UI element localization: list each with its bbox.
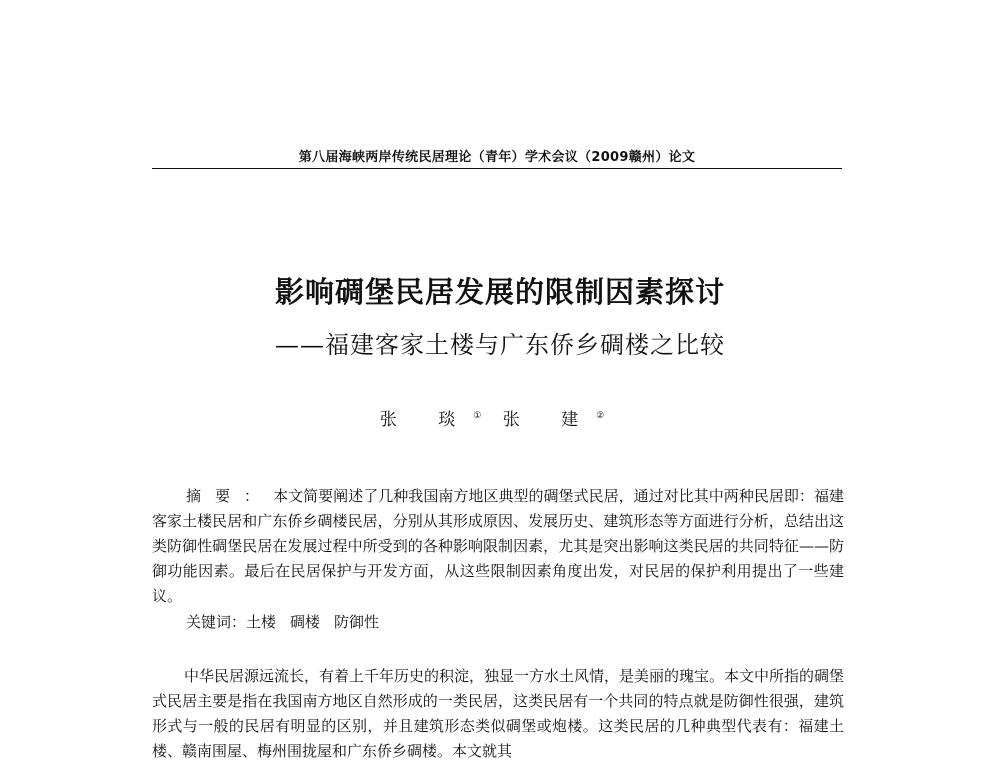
keyword: 土楼 (246, 613, 277, 631)
author-list (100, 405, 900, 430)
keywords (186, 610, 836, 635)
keyword: 防御性 (334, 613, 380, 631)
abstract-label: 摘要： (186, 487, 274, 505)
running-header: 第八届海峡两岸传统民居理论（青年）学术会议（2009赣州）论文 (298, 150, 696, 165)
paper-subtitle: ——福建客家土楼与广东侨乡碉楼之比较 (275, 331, 725, 359)
body-paragraph: 中华民居源远流长，有着上千年历史的积淀，独显一方水土风情，是美丽的瑰宝。本文中所指的碉堡式民居主要是指在我国南方地区自然形成的一类民居，这类民居有一个共同的特点就是防御性很强，建筑形式与一般的民居有明显的区别，并且建筑形态类似碉堡或炮楼。这类民居的几种典型代表有：福建土楼、赣南围屋、梅州围拢屋和广东侨乡碉楼。本文就其 (152, 667, 845, 760)
author-name-1: 张 琰 (379, 410, 474, 430)
keyword: 碉楼 (290, 613, 321, 631)
body-text (152, 664, 844, 764)
author-mark-2: ② (596, 411, 605, 422)
author-name-2: 张 建 (502, 410, 597, 430)
author-mark-1: ① (473, 411, 482, 422)
abstract (152, 484, 844, 609)
paper-title: 影响碉堡民居发展的限制因素探讨 (274, 275, 725, 309)
abstract-text: 本文简要阐述了几种我国南方地区典型的碉堡式民居，通过对比其中两种民居即：福建客家土楼民居和广东侨乡碉楼民居，分别从其形成原因、发展历史、建筑形态等方面进行分析，总结出这类防御性碉堡民居在发展过程中所受到的各种影响限制因素，尤其是突出影响这类民居的共同特征——防御功能因素。最后在民居保护与开发方面，从这些限制因素角度出发，对民居的保护利用提出了一些建议。 (152, 487, 844, 605)
header-rule (152, 168, 842, 169)
keywords-label: 关键词： (186, 613, 247, 631)
